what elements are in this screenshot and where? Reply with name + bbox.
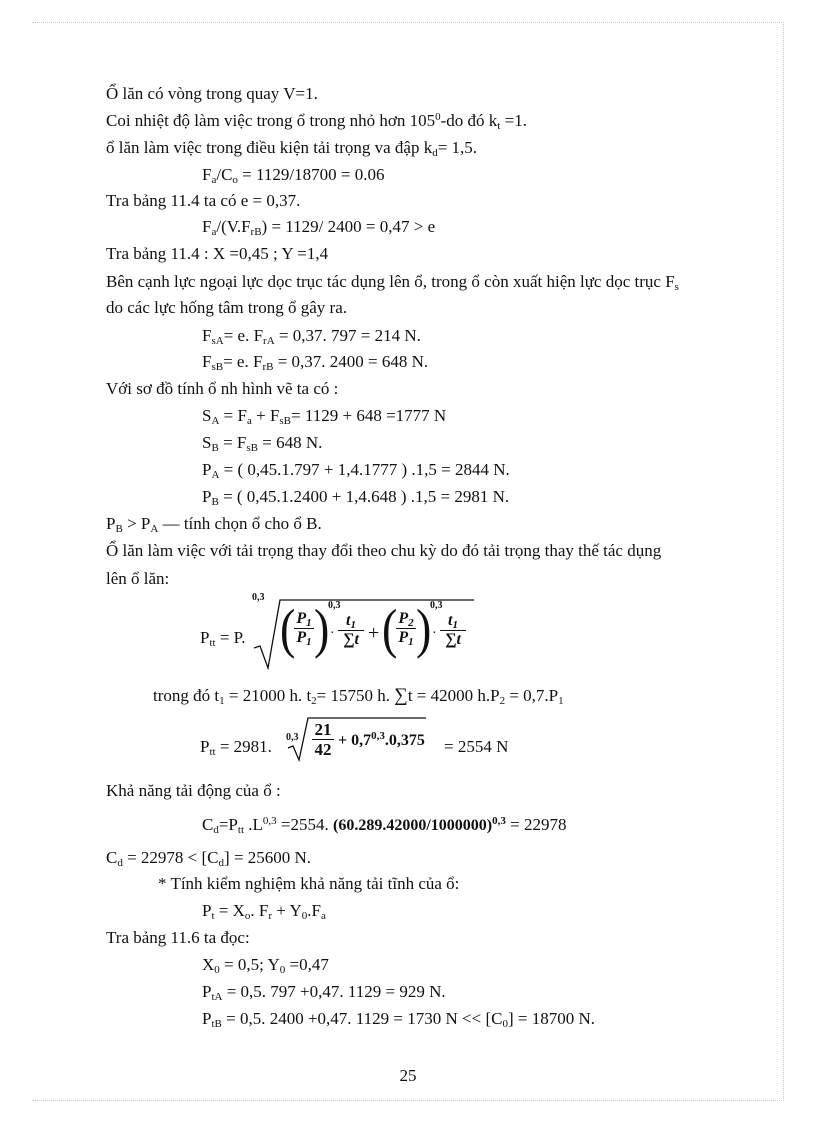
- text-line: $C_d = 22978 < [C_d] = 25600$ N.: [106, 848, 312, 869]
- page-border-top: [32, 22, 784, 23]
- formula-result: = 2554 N: [444, 737, 509, 756]
- text-line: Coi nhiệt độ làm việc trong ổ trong nhỏ hơn $105^0-do$ đó $k_t =1$.: [106, 111, 527, 132]
- fraction-21-42: 21 42: [312, 720, 334, 759]
- text-line: Ổ lăn có vòng trong quay V=1.: [106, 84, 318, 103]
- equation-line: $P_t = X_o$. $F_r + Y_0.F_a$: [202, 901, 326, 922]
- fraction-t1-sum: $t_1$ ∑t: [440, 612, 466, 649]
- text-line: Bên cạnh lực ngoại lực dọc trục tác dụng lên ổ, trong ổ còn xuất hiện lực dọc trục $F_s$: [106, 272, 679, 293]
- page-border-bottom: [32, 1100, 784, 1101]
- text-line: * Tính kiểm nghiệm khả năng tải tĩnh của ổ:: [158, 874, 460, 893]
- root-index: 0,3: [252, 592, 265, 603]
- formula-lhs: $P_{tt} = 2981$.: [200, 737, 272, 758]
- equation-line: $F_{sB}= e$. $F_{rB} = 0,37$. 2400 = 648 N.: [202, 352, 429, 373]
- text-line: lên ổ lăn:: [106, 569, 170, 588]
- text-line: do các lực hống tâm trong ổ gây ra.: [106, 298, 347, 317]
- right-paren: ): [416, 597, 432, 659]
- exponent: 0,3: [328, 600, 341, 611]
- equation-line: $P_B$ = ( 0,45.1.2400 + 1,4.648 ) .1,5 = 2981 N.: [202, 487, 510, 508]
- root-index: 0,3: [286, 732, 299, 743]
- plus-sign: +: [368, 622, 380, 644]
- fraction-p2-p1: $P_2$ $P_1$: [396, 610, 416, 647]
- text-line: Tra bảng 11.6 ta đọc:: [106, 928, 250, 947]
- equation-line: $S_A = F_a + F_{sB}= 1129 + 648 =1777$ N: [202, 406, 447, 427]
- equation-line: $P_{tA} = 0,5$. 797 +0,47. 1129 = 929 N.: [202, 982, 446, 1003]
- dot: ·: [330, 626, 335, 641]
- fraction-t1-sum: $t_1$ ∑t: [338, 612, 364, 649]
- formula-ptt: [200, 592, 500, 676]
- right-paren: ): [314, 597, 330, 659]
- equation-line: $P_A$ = ( 0,45.1.797 + 1,4.1777 ) .1,5 = 2844 N.: [202, 460, 510, 481]
- formula-ptt-value: [200, 712, 540, 766]
- equation-line: $P_{tB} = 0,5$. 2400 +0,47. 1129 = 1730 $N << [C_0] = 18700$ N.: [202, 1009, 595, 1030]
- text-line: Tra bảng 11.4 : X =0,45 ; Y =1,4: [106, 244, 329, 263]
- equation-line: $F_a/(V.F_{rB}) = 1129/$ 2400 = 0,47 > e: [202, 217, 436, 238]
- text-line: Với sơ đồ tính ổ nh hình vẽ ta có :: [106, 379, 339, 398]
- text-line: Ổ lăn làm việc với tải trọng thay đổi theo chu kỳ do đó tải trọng thay thế tác dụng: [106, 541, 662, 560]
- page-border-right: [783, 22, 784, 1101]
- left-paren: (: [382, 597, 398, 659]
- left-paren: (: [280, 597, 296, 659]
- equation-line: $C_d=P_{tt}$ $.L^{0,3} =2554$. $(60.289.42000/1000000)^{0,3} = 22978$: [202, 815, 567, 836]
- text-line: $P_B > P_A$ — tính chọn ổ cho ổ B.: [106, 514, 322, 535]
- formula-lhs: $P_{tt} = P$.: [200, 628, 246, 649]
- equation-line: $X_0 = 0,5$; $Y_0 =0,47$: [202, 955, 329, 976]
- text-line: Tra bảng 11.4 ta có e = 0,37.: [106, 191, 301, 210]
- text-line: Khả năng tải động của ổ :: [106, 781, 281, 800]
- radicand-rest: + $0,7^{0,3}.0,375$: [338, 730, 425, 749]
- fraction-p1-p1: $P_1$ $P_1$: [294, 610, 314, 647]
- exponent: 0,3: [430, 600, 443, 611]
- equation-line: $F_a/C_o = 1129/18700 = 0.06$: [202, 165, 385, 186]
- page-number: 25: [399, 1066, 417, 1085]
- dot: ·: [432, 626, 437, 641]
- equation-line: $F_{sA}= e$. $F_{rA} = 0,37$. 797 = 214 N.: [202, 326, 421, 347]
- text-line: trong đó $t_1 = 21000$ h. $t_2= 15750$ h. ∑t = 42000 $h.P_2 = 0,7.P_1$: [153, 685, 564, 707]
- equation-line: $S_B = F_{sB} = 648$ N.: [202, 433, 323, 454]
- text-line: ổ lăn làm việc trong điều kiện tải trọng va đập $k_d= 1,5$.: [106, 138, 478, 159]
